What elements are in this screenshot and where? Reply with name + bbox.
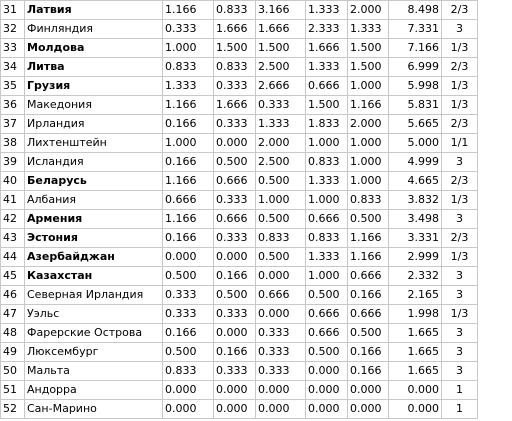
table-row	[1, 134, 478, 153]
score-cell: 0.833	[214, 1, 256, 20]
score-cell: 0.333	[163, 286, 214, 305]
total-cell: 4.999	[389, 153, 442, 172]
table-row	[1, 305, 478, 324]
score-cell: 0.333	[214, 77, 256, 96]
score-cell: 1.000	[163, 39, 214, 58]
places-cell: 1/3	[442, 191, 478, 210]
country-cell: Литва	[25, 58, 163, 77]
score-cell: 0.500	[348, 324, 389, 343]
table-row	[1, 248, 478, 267]
table-row	[1, 191, 478, 210]
places-cell: 3	[442, 153, 478, 172]
score-cell: 2.000	[348, 1, 389, 20]
score-cell: 0.500	[256, 248, 306, 267]
score-cell: 1.166	[163, 210, 214, 229]
score-cell: 0.666	[256, 286, 306, 305]
places-cell: 2/3	[442, 115, 478, 134]
score-cell: 0.166	[214, 267, 256, 286]
rank-cell: 48	[1, 324, 25, 343]
places-cell: 1/3	[442, 305, 478, 324]
places-cell: 1	[442, 400, 478, 419]
score-cell: 0.000	[306, 362, 348, 381]
score-cell: 0.500	[306, 286, 348, 305]
score-cell: 0.166	[348, 362, 389, 381]
table-row	[1, 58, 478, 77]
places-cell: 3	[442, 343, 478, 362]
score-cell: 1.500	[256, 39, 306, 58]
score-cell: 0.500	[163, 267, 214, 286]
score-cell: 1.333	[348, 20, 389, 39]
score-cell: 2.000	[348, 115, 389, 134]
country-cell: Исландия	[25, 153, 163, 172]
total-cell: 2.332	[389, 267, 442, 286]
total-cell: 3.832	[389, 191, 442, 210]
score-cell: 1.000	[348, 153, 389, 172]
rank-cell: 34	[1, 58, 25, 77]
score-cell: 1.333	[163, 77, 214, 96]
table-row	[1, 20, 478, 39]
rank-cell: 41	[1, 191, 25, 210]
country-cell: Беларусь	[25, 172, 163, 191]
score-cell: 0.000	[256, 267, 306, 286]
total-cell: 2.999	[389, 248, 442, 267]
score-cell: 0.000	[348, 381, 389, 400]
score-cell: 1.666	[214, 20, 256, 39]
table-row	[1, 229, 478, 248]
country-cell: Финляндия	[25, 20, 163, 39]
score-cell: 1.000	[256, 191, 306, 210]
table-row	[1, 343, 478, 362]
table-row	[1, 210, 478, 229]
total-cell: 5.665	[389, 115, 442, 134]
country-cell: Албания	[25, 191, 163, 210]
country-cell: Казахстан	[25, 267, 163, 286]
country-cell: Эстония	[25, 229, 163, 248]
total-cell: 5.998	[389, 77, 442, 96]
score-cell: 1.666	[306, 39, 348, 58]
score-cell: 1.500	[348, 58, 389, 77]
score-cell: 1.000	[306, 134, 348, 153]
score-cell: 0.333	[214, 229, 256, 248]
score-cell: 0.166	[163, 115, 214, 134]
rank-cell: 47	[1, 305, 25, 324]
places-cell: 1/3	[442, 39, 478, 58]
score-cell: 0.333	[214, 362, 256, 381]
score-cell: 1.000	[348, 77, 389, 96]
score-cell: 0.833	[163, 58, 214, 77]
total-cell: 1.998	[389, 305, 442, 324]
country-cell: Молдова	[25, 39, 163, 58]
score-cell: 0.833	[256, 229, 306, 248]
table-row	[1, 153, 478, 172]
table-row	[1, 96, 478, 115]
total-cell: 5.831	[389, 96, 442, 115]
places-cell: 3	[442, 210, 478, 229]
total-cell: 1.665	[389, 362, 442, 381]
score-cell: 2.500	[256, 58, 306, 77]
score-cell: 1.000	[306, 191, 348, 210]
country-cell: Грузия	[25, 77, 163, 96]
total-cell: 6.999	[389, 58, 442, 77]
total-cell: 0.000	[389, 400, 442, 419]
rank-cell: 32	[1, 20, 25, 39]
rank-cell: 39	[1, 153, 25, 172]
score-cell: 1.666	[214, 96, 256, 115]
places-cell: 2/3	[442, 1, 478, 20]
places-cell: 1/3	[442, 77, 478, 96]
rank-cell: 50	[1, 362, 25, 381]
score-cell: 0.500	[348, 210, 389, 229]
score-cell: 0.500	[163, 343, 214, 362]
score-cell: 0.833	[306, 153, 348, 172]
table-row	[1, 115, 478, 134]
score-cell: 1.166	[163, 96, 214, 115]
rank-cell: 35	[1, 77, 25, 96]
score-cell: 0.333	[256, 362, 306, 381]
score-cell: 1.333	[306, 1, 348, 20]
country-cell: Мальта	[25, 362, 163, 381]
country-cell: Сан-Марино	[25, 400, 163, 419]
country-cell: Ирландия	[25, 115, 163, 134]
score-cell: 0.333	[256, 324, 306, 343]
table-row	[1, 172, 478, 191]
rank-cell: 44	[1, 248, 25, 267]
score-cell: 0.666	[163, 191, 214, 210]
rank-cell: 43	[1, 229, 25, 248]
rank-cell: 36	[1, 96, 25, 115]
score-cell: 0.000	[163, 381, 214, 400]
country-cell: Лихтенштейн	[25, 134, 163, 153]
score-cell: 2.666	[256, 77, 306, 96]
places-cell: 3	[442, 20, 478, 39]
total-cell: 7.166	[389, 39, 442, 58]
table-row	[1, 77, 478, 96]
places-cell: 3	[442, 267, 478, 286]
score-cell: 0.000	[348, 400, 389, 419]
places-cell: 1/3	[442, 248, 478, 267]
score-cell: 1.000	[348, 134, 389, 153]
rank-cell: 31	[1, 1, 25, 20]
rank-cell: 38	[1, 134, 25, 153]
country-cell: Армения	[25, 210, 163, 229]
total-cell: 2.165	[389, 286, 442, 305]
total-cell: 8.498	[389, 1, 442, 20]
score-cell: 1.166	[163, 1, 214, 20]
score-cell: 1.666	[256, 20, 306, 39]
score-cell: 1.500	[306, 96, 348, 115]
score-cell: 0.333	[214, 115, 256, 134]
score-cell: 0.666	[306, 210, 348, 229]
score-cell: 0.000	[214, 400, 256, 419]
score-cell: 0.000	[163, 400, 214, 419]
table-row	[1, 362, 478, 381]
score-cell: 0.500	[256, 172, 306, 191]
score-cell: 0.000	[214, 381, 256, 400]
score-cell: 1.000	[163, 134, 214, 153]
score-cell: 0.833	[214, 58, 256, 77]
country-cell: Уэльс	[25, 305, 163, 324]
country-cell: Латвия	[25, 1, 163, 20]
places-cell: 2/3	[442, 58, 478, 77]
score-cell: 0.666	[306, 77, 348, 96]
score-cell: 1.333	[306, 248, 348, 267]
country-cell: Люксембург	[25, 343, 163, 362]
score-cell: 0.666	[348, 267, 389, 286]
score-cell: 0.000	[214, 324, 256, 343]
rank-cell: 37	[1, 115, 25, 134]
rank-cell: 33	[1, 39, 25, 58]
table-row	[1, 286, 478, 305]
total-cell: 1.665	[389, 343, 442, 362]
rank-cell: 52	[1, 400, 25, 419]
total-cell: 7.331	[389, 20, 442, 39]
table-row	[1, 39, 478, 58]
table-row	[1, 400, 478, 419]
score-cell: 0.500	[214, 153, 256, 172]
score-cell: 0.000	[214, 248, 256, 267]
score-cell: 0.166	[163, 324, 214, 343]
table-row	[1, 267, 478, 286]
country-cell: Андорра	[25, 381, 163, 400]
country-cell: Фарерские Острова	[25, 324, 163, 343]
score-cell: 1.166	[163, 172, 214, 191]
score-cell: 0.000	[214, 134, 256, 153]
score-cell: 0.833	[348, 191, 389, 210]
score-cell: 0.500	[306, 343, 348, 362]
score-cell: 0.666	[348, 305, 389, 324]
rank-cell: 51	[1, 381, 25, 400]
rank-cell: 46	[1, 286, 25, 305]
table-row	[1, 324, 478, 343]
score-cell: 2.000	[256, 134, 306, 153]
score-cell: 1.333	[306, 172, 348, 191]
places-cell: 1/3	[442, 96, 478, 115]
score-cell: 0.333	[256, 343, 306, 362]
rank-cell: 40	[1, 172, 25, 191]
score-cell: 0.000	[256, 305, 306, 324]
score-cell: 0.000	[306, 381, 348, 400]
score-cell: 2.333	[306, 20, 348, 39]
rank-cell: 42	[1, 210, 25, 229]
score-cell: 0.000	[306, 400, 348, 419]
country-cell: Македония	[25, 96, 163, 115]
score-cell: 0.500	[256, 210, 306, 229]
score-cell: 0.666	[306, 324, 348, 343]
places-cell: 1	[442, 381, 478, 400]
table-row	[1, 381, 478, 400]
score-cell: 0.666	[214, 210, 256, 229]
score-cell: 0.833	[306, 229, 348, 248]
score-cell: 0.333	[214, 191, 256, 210]
score-cell: 0.166	[214, 343, 256, 362]
score-cell: 0.166	[348, 286, 389, 305]
score-cell: 1.000	[306, 267, 348, 286]
places-cell: 3	[442, 324, 478, 343]
ranking-table-body	[1, 1, 478, 419]
total-cell: 3.331	[389, 229, 442, 248]
total-cell: 3.498	[389, 210, 442, 229]
rank-cell: 49	[1, 343, 25, 362]
places-cell: 2/3	[442, 172, 478, 191]
score-cell: 1.333	[306, 58, 348, 77]
total-cell: 5.000	[389, 134, 442, 153]
score-cell: 0.333	[163, 20, 214, 39]
score-cell: 0.000	[256, 381, 306, 400]
score-cell: 1.166	[348, 96, 389, 115]
score-cell: 0.166	[348, 343, 389, 362]
places-cell: 3	[442, 286, 478, 305]
score-cell: 0.000	[163, 248, 214, 267]
score-cell: 0.500	[214, 286, 256, 305]
score-cell: 0.166	[163, 153, 214, 172]
score-cell: 1.166	[348, 229, 389, 248]
score-cell: 0.333	[214, 305, 256, 324]
score-cell: 0.666	[306, 305, 348, 324]
score-cell: 1.500	[214, 39, 256, 58]
places-cell: 3	[442, 362, 478, 381]
score-cell: 1.833	[306, 115, 348, 134]
score-cell: 1.000	[348, 172, 389, 191]
score-cell: 0.333	[163, 305, 214, 324]
table-row	[1, 1, 478, 20]
total-cell: 4.665	[389, 172, 442, 191]
score-cell: 0.000	[256, 400, 306, 419]
score-cell: 1.333	[256, 115, 306, 134]
places-cell: 1/1	[442, 134, 478, 153]
score-cell: 0.333	[256, 96, 306, 115]
places-cell: 2/3	[442, 229, 478, 248]
score-cell: 0.666	[214, 172, 256, 191]
score-cell: 0.166	[163, 229, 214, 248]
country-cell: Северная Ирландия	[25, 286, 163, 305]
country-cell: Азербайджан	[25, 248, 163, 267]
score-cell: 1.500	[348, 39, 389, 58]
score-cell: 3.166	[256, 1, 306, 20]
rank-cell: 45	[1, 267, 25, 286]
score-cell: 1.166	[348, 248, 389, 267]
total-cell: 0.000	[389, 381, 442, 400]
total-cell: 1.665	[389, 324, 442, 343]
score-cell: 0.833	[163, 362, 214, 381]
score-cell: 2.500	[256, 153, 306, 172]
